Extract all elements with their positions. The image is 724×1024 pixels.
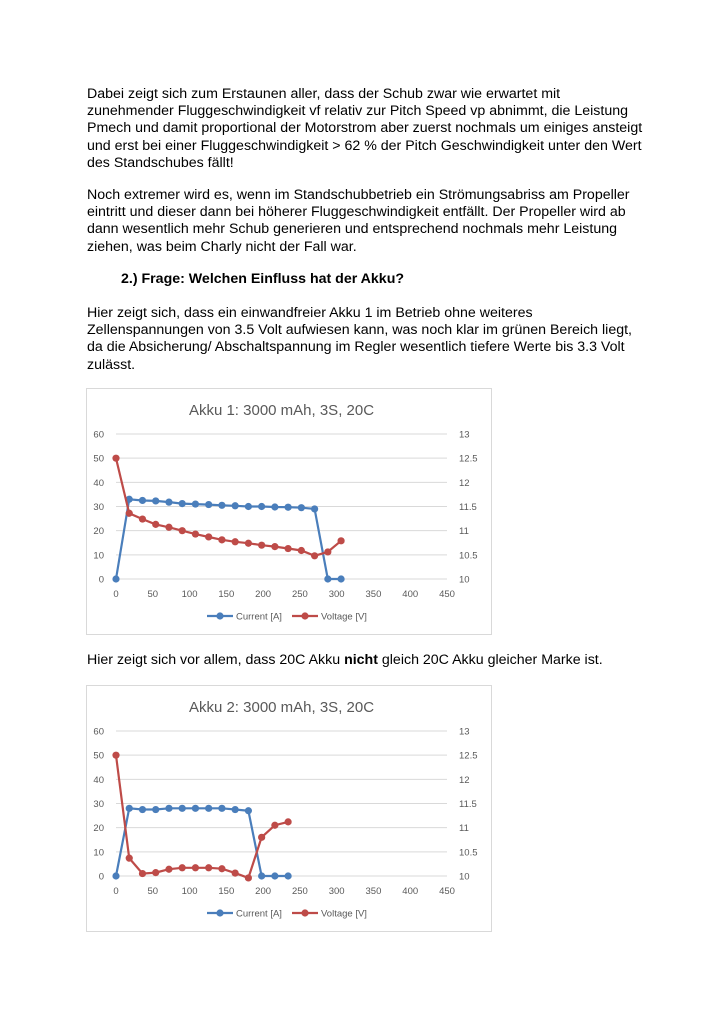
chart1-point-voltage bbox=[218, 536, 225, 543]
chart2-point-voltage bbox=[192, 864, 199, 871]
chart2-point-voltage bbox=[179, 864, 186, 871]
chart1-point-voltage bbox=[271, 543, 278, 550]
chart2-series-line-voltage bbox=[116, 755, 288, 878]
chart1-point-voltage bbox=[152, 521, 159, 528]
chart2-point-current bbox=[232, 806, 239, 813]
chart2-point-current bbox=[271, 872, 278, 879]
chart1-point-current bbox=[139, 497, 146, 504]
chart1-point-voltage bbox=[139, 515, 146, 522]
chart1-x-tick: 0 bbox=[113, 589, 119, 600]
chart2-y-right-tick: 10.5 bbox=[459, 847, 478, 859]
chart1-y-right-tick: 13 bbox=[459, 429, 470, 441]
chart2-point-voltage bbox=[126, 855, 133, 862]
chart1-y-right-tick: 11 bbox=[459, 526, 469, 538]
chart-akku-2-svg bbox=[87, 686, 491, 931]
chart1-point-voltage bbox=[126, 510, 133, 517]
chart1-legend-label: Voltage [V] bbox=[321, 611, 367, 623]
chart1-y-left-tick: 30 bbox=[93, 502, 104, 513]
chart1-point-current bbox=[311, 505, 318, 512]
chart2-title: Akku 2: 3000 mAh, 3S, 20C bbox=[188, 699, 375, 716]
chart2-y-right-tick: 12 bbox=[459, 774, 470, 786]
chart1-point-current bbox=[324, 575, 331, 582]
chart2-point-current bbox=[218, 805, 225, 812]
chart2-point-current bbox=[126, 805, 133, 812]
chart1-x-tick: 200 bbox=[255, 589, 272, 600]
chart2-y-right-tick: 11 bbox=[459, 823, 469, 835]
chart1-x-tick: 350 bbox=[365, 589, 382, 600]
chart1-point-voltage bbox=[205, 533, 212, 540]
chart2-y-left-tick: 60 bbox=[93, 726, 104, 738]
paragraph-3: Hier zeigt sich, dass ein einwandfreier Akku 1 im Betrieb ohne weiteres Zellenspannungen von 3.5 Volt aufwiesen kann, was noch klar im grünen Bereich liegt, da die Absicherung/ Abschaltspannung im Regler wesentlich tiefere Werte bis 3.3 Volt zulässt. bbox=[87, 305, 632, 373]
chart2-y-right-tick: 12.5 bbox=[459, 750, 478, 762]
chart2-y-left-tick: 30 bbox=[93, 799, 104, 810]
chart2-point-current bbox=[152, 806, 159, 813]
chart2-point-current bbox=[285, 872, 292, 879]
chart1-point-voltage bbox=[192, 530, 199, 537]
chart1-point-current bbox=[112, 575, 119, 582]
chart1-y-right-tick: 12.5 bbox=[459, 453, 478, 465]
chart2-y-left-tick: 10 bbox=[93, 847, 104, 859]
chart2-x-tick: 200 bbox=[255, 886, 272, 897]
chart1-point-current bbox=[218, 502, 225, 509]
chart1-y-left-tick: 50 bbox=[93, 453, 104, 465]
paragraph-2: Noch extremer wird es, wenn im Standschubbetrieb ein Strömungsabriss am Propeller eintritt und dieser dann bei höherer Fluggeschwindigkeit entfällt. Der Propeller wird ab dann wesentlich mehr Schub generieren und entsprechend nochmals mehr Leistung ziehen, was beim Charly nicht der Fall war. bbox=[87, 187, 630, 255]
chart2-point-current bbox=[165, 805, 172, 812]
chart1-x-tick: 400 bbox=[402, 589, 419, 600]
chart2-x-tick: 300 bbox=[328, 886, 345, 897]
paragraph-4 bbox=[87, 652, 687, 669]
chart1-point-current bbox=[298, 504, 305, 511]
chart1-y-left-tick: 0 bbox=[98, 574, 104, 586]
chart1-legend-marker bbox=[216, 612, 223, 619]
chart2-y-right-tick: 10 bbox=[459, 871, 470, 883]
chart1-y-right-tick: 10 bbox=[459, 574, 470, 586]
chart1-y-left-tick: 60 bbox=[93, 429, 104, 441]
chart1-point-current bbox=[337, 575, 344, 582]
chart1-point-voltage bbox=[165, 524, 172, 531]
chart1-y-right-tick: 11.5 bbox=[459, 502, 477, 513]
chart1-x-tick: 50 bbox=[147, 589, 159, 600]
chart1-point-current bbox=[232, 502, 239, 509]
chart2-point-voltage bbox=[285, 818, 292, 825]
chart2-y-left-tick: 50 bbox=[93, 750, 104, 762]
chart1-x-tick: 250 bbox=[291, 589, 308, 600]
chart1-point-voltage bbox=[285, 545, 292, 552]
chart1-series-line-current bbox=[116, 499, 341, 579]
chart1-y-right-tick: 10.5 bbox=[459, 550, 478, 562]
chart2-point-current bbox=[139, 806, 146, 813]
chart1-point-current bbox=[258, 503, 265, 510]
chart1-y-left-tick: 40 bbox=[93, 477, 104, 489]
chart2-point-voltage bbox=[232, 870, 239, 877]
chart1-point-current bbox=[152, 497, 159, 504]
chart1-x-tick: 100 bbox=[181, 589, 198, 600]
chart1-y-left-tick: 10 bbox=[93, 550, 104, 562]
chart1-y-right-tick: 12 bbox=[459, 477, 470, 489]
chart2-series-line-current bbox=[116, 808, 288, 876]
chart1-point-current bbox=[192, 500, 199, 507]
paragraph-4-bold: nicht bbox=[344, 652, 378, 668]
chart1-point-voltage bbox=[232, 538, 239, 545]
chart1-x-tick: 300 bbox=[328, 589, 345, 600]
chart2-legend-label: Current [A] bbox=[236, 908, 282, 920]
chart-akku-2 bbox=[86, 685, 492, 932]
paragraph-1: Dabei zeigt sich zum Erstaunen aller, dass der Schub zwar wie erwartet mit zunehmender Fluggeschwindigkeit vf relativ zur Pitch Speed vp abnimmt, die Leistung Pmech und damit proportional der Motorstrom aber zuerst nochmals um einiges ansteigt und erst bei einer Fluggeschwindigkeit > 62 % der Pitch Geschwindigkeit unter den Wert des Standschubes fällt! bbox=[87, 86, 643, 171]
chart2-point-current bbox=[205, 805, 212, 812]
chart1-point-current bbox=[179, 500, 186, 507]
chart1-legend-label: Current [A] bbox=[236, 611, 282, 623]
chart2-legend-label: Voltage [V] bbox=[321, 908, 367, 920]
chart2-y-left-tick: 0 bbox=[98, 871, 104, 883]
chart2-point-voltage bbox=[165, 866, 172, 873]
chart2-point-voltage bbox=[218, 865, 225, 872]
chart2-x-tick: 50 bbox=[147, 886, 159, 897]
section-heading: 2.) Frage: Welchen Einfluss hat der Akku? bbox=[121, 271, 405, 287]
chart2-x-tick: 150 bbox=[218, 886, 235, 897]
chart-akku-1-svg bbox=[87, 389, 491, 634]
chart1-point-voltage bbox=[258, 542, 265, 549]
chart1-y-left-tick: 20 bbox=[93, 526, 104, 538]
chart2-point-voltage bbox=[205, 864, 212, 871]
chart1-x-tick: 450 bbox=[439, 589, 455, 600]
chart1-point-voltage bbox=[324, 548, 331, 555]
chart2-point-current bbox=[112, 872, 119, 879]
chart1-point-voltage bbox=[245, 540, 252, 547]
chart2-point-current bbox=[258, 872, 265, 879]
chart1-x-tick: 150 bbox=[218, 589, 235, 600]
chart2-point-voltage bbox=[258, 834, 265, 841]
chart2-point-voltage bbox=[245, 874, 252, 881]
chart2-x-tick: 350 bbox=[365, 886, 382, 897]
chart2-point-voltage bbox=[139, 870, 146, 877]
chart2-x-tick: 400 bbox=[402, 886, 419, 897]
chart2-y-right-tick: 11.5 bbox=[459, 799, 477, 810]
chart1-point-voltage bbox=[311, 552, 318, 559]
chart2-point-voltage bbox=[112, 752, 119, 759]
chart2-y-right-tick: 13 bbox=[459, 726, 470, 738]
paragraph-4-text-before: Hier zeigt sich vor allem, dass 20C Akku bbox=[87, 652, 345, 668]
chart2-point-current bbox=[179, 805, 186, 812]
chart2-legend-marker bbox=[216, 909, 223, 916]
chart-akku-1 bbox=[86, 388, 492, 635]
chart1-point-voltage bbox=[298, 547, 305, 554]
chart1-point-current bbox=[245, 503, 252, 510]
chart1-point-current bbox=[271, 503, 278, 510]
chart2-y-left-tick: 20 bbox=[93, 823, 104, 835]
chart2-point-voltage bbox=[271, 822, 278, 829]
chart1-point-current bbox=[205, 501, 212, 508]
chart1-point-voltage bbox=[179, 527, 186, 534]
chart2-point-voltage bbox=[152, 869, 159, 876]
paragraph-4-text-after: gleich 20C Akku gleicher Marke ist. bbox=[377, 652, 603, 668]
chart2-x-tick: 450 bbox=[439, 886, 455, 897]
chart1-point-voltage bbox=[337, 537, 344, 544]
chart1-point-current bbox=[285, 504, 292, 511]
chart2-point-current bbox=[245, 807, 252, 814]
chart2-x-tick: 100 bbox=[181, 886, 198, 897]
chart1-title: Akku 1: 3000 mAh, 3S, 20C bbox=[188, 402, 375, 419]
chart2-legend-marker bbox=[301, 909, 308, 916]
chart2-x-tick: 0 bbox=[113, 886, 119, 897]
chart1-legend-marker bbox=[301, 612, 308, 619]
chart2-y-left-tick: 40 bbox=[93, 774, 104, 786]
chart1-point-voltage bbox=[112, 455, 119, 462]
chart1-point-current bbox=[165, 499, 172, 506]
chart2-point-current bbox=[192, 805, 199, 812]
chart2-x-tick: 250 bbox=[291, 886, 308, 897]
